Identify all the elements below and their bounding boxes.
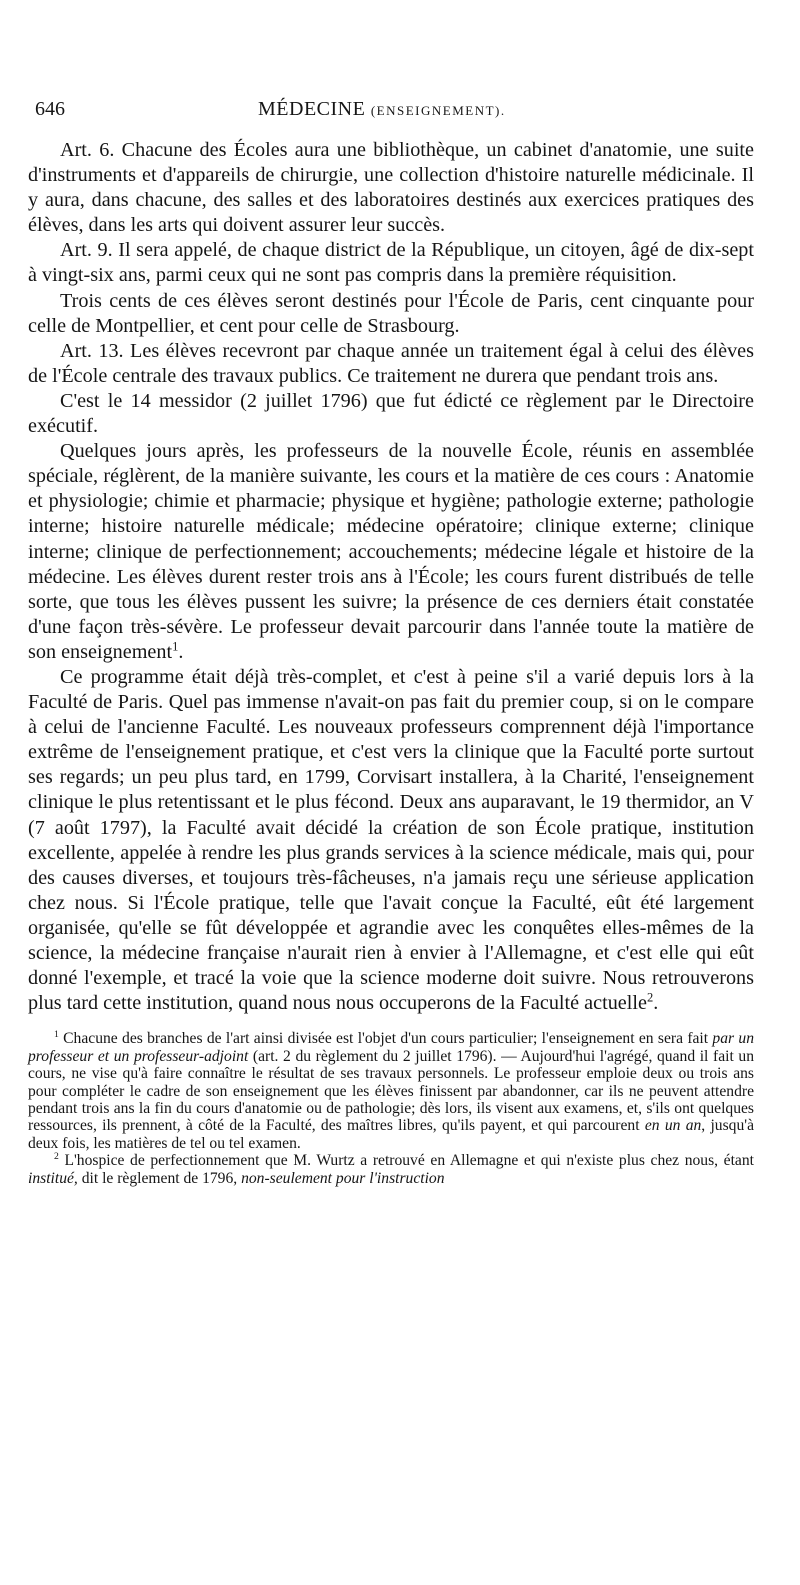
paragraph-faculty-comparison <box>28 665 754 1016</box>
paragraph-article-13: Art. 13. Les élèves recevront par chaque année un traitement égal à celui des élèves de l'École centrale des travaux publics. Ce traitement ne durera que pendant trois ans. <box>28 339 754 387</box>
paragraph-course-program-text: Quelques jours après, les professeurs de la nouvelle École, réunis en assemblée spéciale, réglèrent, de la manière suivante, les cours et la matière de ces cours : Anatomie et physiologie; chimie et pharmacie; physique et hygiène; pathologie externe; pathologie interne; histoire naturelle médicale; médecine opératoire; clinique externe; clinique interne; clinique de perfectionnement; accouchements; médecine légale et histoire de la médecine. Les élèves durent rester trois ans à l'École; les cours furent distribués de telle sorte, que tous les élèves pussent les suivre; la présence de ces derniers était constatée d'une façon très-sévère. Le professeur devait parcourir dans l'année toute la matière de son enseignement <box>28 440 754 663</box>
paragraph-student-distribution: Trois cents de ces élèves seront destinés pour l'École de Paris, cent cinquante pour celle de Montpellier, et cent pour celle de Strasbourg. <box>28 289 754 337</box>
main-text <box>28 138 754 1016</box>
running-title <box>258 96 506 124</box>
footnote-2-text-a: L'hospice de perfectionnement que M. Wurtz a retrouvé en Allemagne et qui n'existe plus chez nous, étant <box>64 1152 754 1170</box>
book-page <box>28 96 754 1187</box>
footnote-1 <box>28 1030 754 1152</box>
footnote-reference-1: 1 <box>172 639 179 654</box>
footnote-1-italic-a: par un professeur et un professeur-adjoint <box>28 1030 754 1065</box>
footnote-2-text-b: dit le règlement de 1796, <box>77 1169 242 1187</box>
paragraph-faculty-comparison-end: . <box>653 992 659 1015</box>
footnote-2 <box>28 1152 754 1187</box>
page-number: 646 <box>35 98 65 120</box>
footnote-1-text-a: Chacune des branches de l'art ainsi divisée est l'objet d'un cours particulier; l'enseignement en sera fait <box>63 1030 713 1048</box>
paragraph-regulation-date: C'est le 14 messidor (2 juillet 1796) que fut édicté ce règlement par le Directoire exécutif. <box>28 389 754 438</box>
footnote-2-italic-b: non-seulement pour l'instruction <box>241 1169 445 1187</box>
running-title-subtitle: (ENSEIGNEMENT). <box>370 103 506 118</box>
footnote-2-italic-a: institué, <box>28 1169 78 1187</box>
footnote-1-italic-b: en un an <box>644 1117 702 1135</box>
footnote-2-mark: 2 <box>54 1150 59 1162</box>
paragraph-course-program <box>28 439 754 665</box>
footnotes <box>28 1030 754 1187</box>
running-header <box>28 96 754 122</box>
running-title-main: MÉDECINE <box>258 98 366 120</box>
paragraph-course-program-end: . <box>178 640 184 663</box>
footnote-1-text-c: , jusqu'à deux fois, les matières de tel ou tel examen. <box>28 1117 754 1152</box>
paragraph-article-6: Art. 6. Chacune des Écoles aura une bibliothèque, un cabinet d'anatomie, une suite d'instruments et d'appareils de chirurgie, une collection d'histoire naturelle médicinale. Il y aura, dans chacune, des salles et des laboratoires destinés aux exercices pratiques des élèves, dans les arts qui doivent assurer leur succès. <box>28 139 754 237</box>
footnote-1-text-b: (art. 2 du règlement du 2 juillet 1796). — Aujourd'hui l'agrégé, quand il fait un cours, ne vise qu'à faire connaître le résultat de ses travaux personnels. Le professeur emploie deux ou trois ans pour compléter le cadre de son enseignement que les élèves finissent par abandonner, car ils ne peuvent attendre pendant trois ans la fin du cours d'anatomie ou de pathologie; dès lors, ils visent aux examens, et, s'ils ont quelques ressources, ils prennent, à côté de la Faculté, des maîtres libres, qu'ils payent, et qui parcourent <box>28 1047 754 1135</box>
footnote-1-mark: 1 <box>54 1029 59 1041</box>
paragraph-faculty-comparison-text: Ce programme était déjà très-complet, et c'est à peine s'il a varié depuis lors à la Faculté de Paris. Quel pas immense n'avait-on pas fait du premier coup, si on le compare à celui de l'ancienne Faculté. Les nouveaux professeurs comprennent déjà l'importance extrême de l'enseignement pratique, et c'est vers la clinique que la Faculté porte surtout ses regards; un peu plus tard, en 1799, Corvisart installera, à la Charité, l'enseignement clinique le plus retentissant et le plus fécond. Deux ans auparavant, le 19 thermidor, an V (7 août 1797), la Faculté avait décidé la création de son École pratique, institution excellente, appelée à rendre les plus grands services à la science médicale, mais qui, pour des causes diverses, et toujours très-fâcheuses, n'a jamais reçu une sérieuse application chez nous. Si l'École pratique, telle que l'avait conçue la Faculté, eût été largement organisée, qu'elle se fût développée et agrandie avec les conquêtes elles-mêmes de la science, la médecine française n'aurait rien à envier à l'Allemagne, et c'est elle qui eût donné l'exemple, et tracé la voie que la science moderne doit suivre. Nous retrouverons plus tard cette institution, quand nous nous occuperons de la Faculté actuelle <box>28 665 754 1015</box>
footnote-reference-2: 2 <box>646 990 654 1005</box>
paragraph-article-9: Art. 9. Il sera appelé, de chaque district de la République, un citoyen, âgé de dix-sept à vingt-six ans, parmi ceux qui ne sont pas compris dans la première réquisition. <box>28 239 754 287</box>
